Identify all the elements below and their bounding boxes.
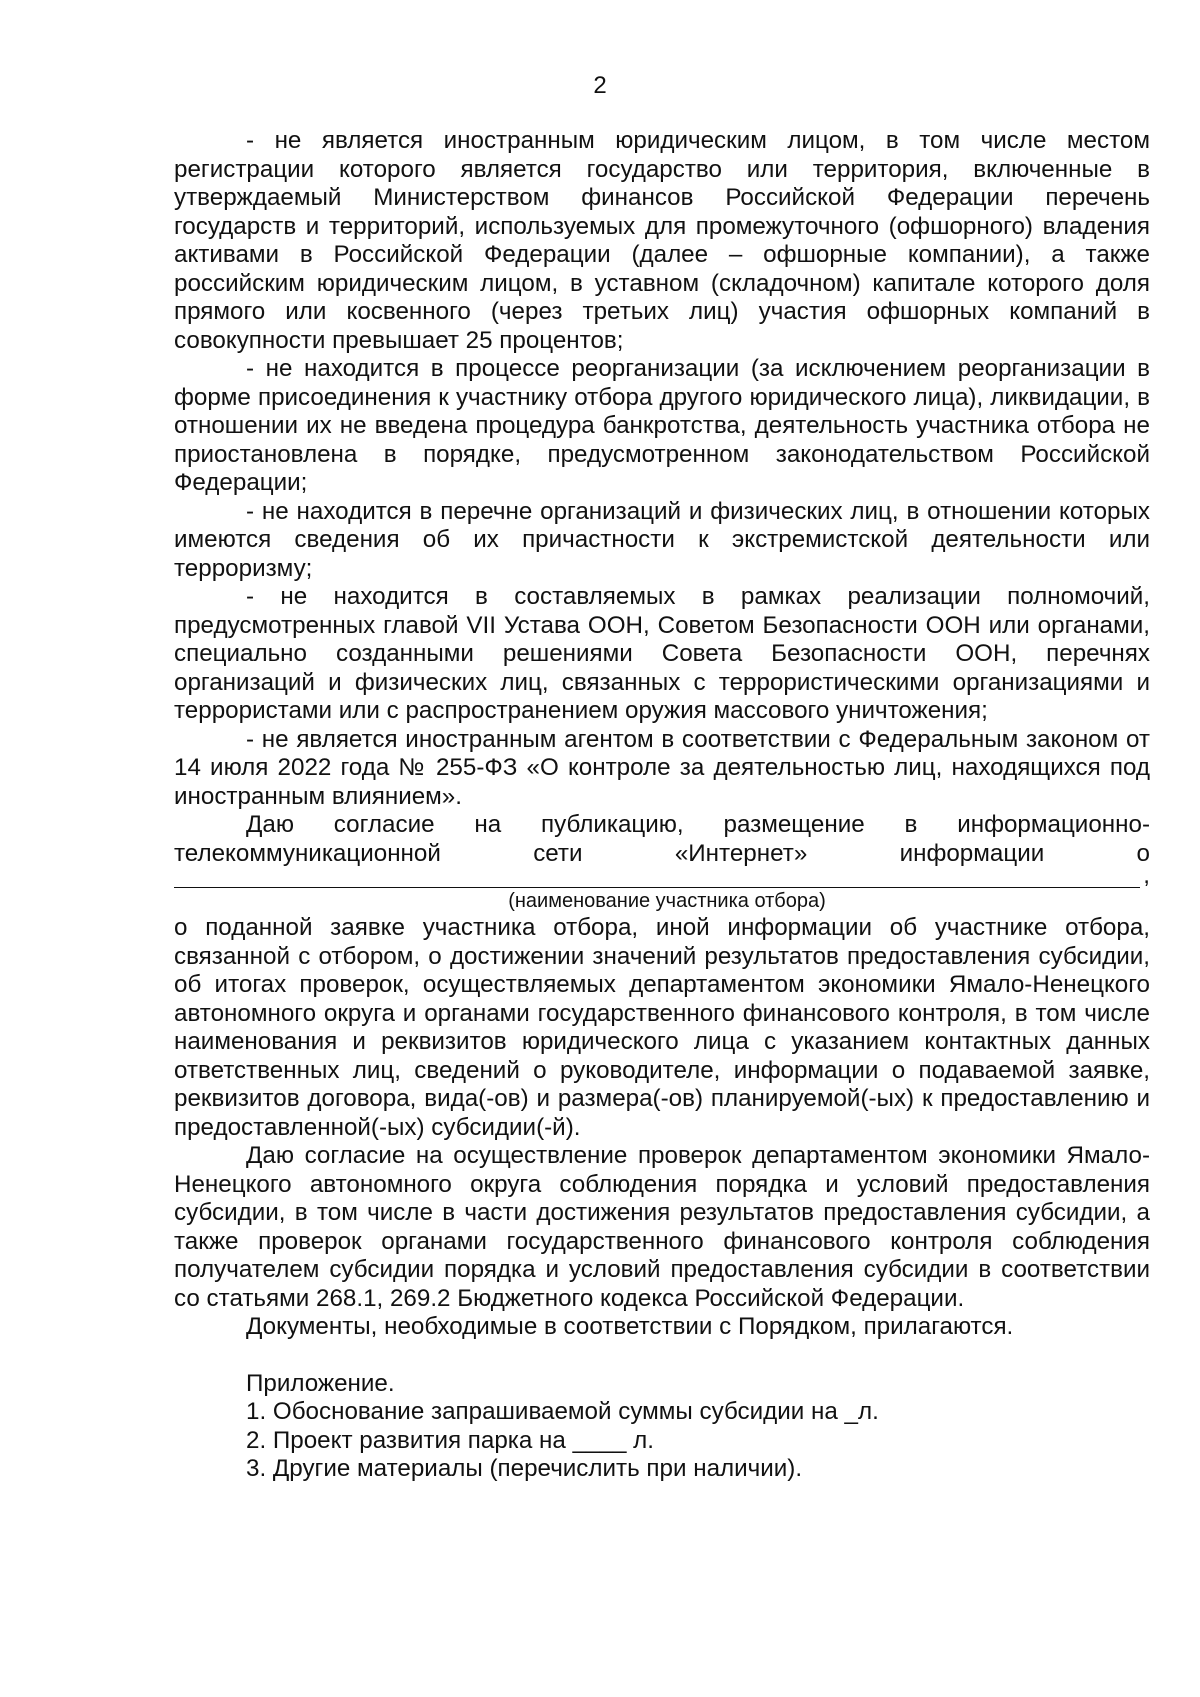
appendix-item: 1. Обоснование запрашиваемой суммы субсидии на _л. [246,1398,879,1425]
paragraph-un-lists: - не находится в составляемых в рамках реализации полномочий, предусмотренных главой VII Устава ООН, Советом Безопасности ООН или органами, специально созданными решениями Совета Безопасности ООН, перечнях организаций и физических лиц, связанных с террористическими организациями и террористами или с распространением оружия массового уничтожения; [174,583,1150,724]
participant-name-line [174,862,1150,889]
participant-name-caption: (наименование участника отбора) [508,890,826,912]
appendix-item: 3. Другие материалы (перечислить при наличии). [246,1455,803,1482]
paragraph-offshore: - не является иностранным юридическим лицом, в том числе местом регистрации которого является государство или территория, включенные в утверждаемый Министерством финансов Российской Федерации перечень государств и территорий, используемых для промежуточного (офшорного) владения активами в Российской Федерации (далее – офшорные компании), а также российским юридическим лицом, в уставном (складочном) капитале которого доля прямого или косвенного (через третьих лиц) участия офшорных компаний в совокупности превышает 25 процентов; [174,127,1150,354]
appendix-title: Приложение. [246,1369,395,1397]
appendix-item: 2. Проект развития парка на ____ л. [246,1426,654,1454]
paragraph-reorganization: - не находится в процессе реорганизации (за исключением реорганизации в форме присоединения к участнику отбора другого юридического лица), ликвидации, в отношении их не введена процедура банкротства, деятельность участника отбора не приостановлена в порядке, предусмотренном законодательством Российской Федерации; [174,355,1150,496]
paragraph-foreign-agent: - не является иностранным агентом в соответствии с Федеральным законом от 14 июля 2022 года № 255-ФЗ «О контроле за деятельностью лиц, находящихся под иностранным влиянием». [174,725,1150,810]
paragraph-documents-attached: Документы, необходимые в соответствии с Порядком, прилагаются. [246,1313,1014,1340]
paragraph-consent-publication-intro: Даю согласие на публикацию, размещение в информационно-телекоммуникационной сети «Интернет» информации о [174,811,1150,867]
document-body [174,127,1150,1484]
sign-line-comma: , [1143,862,1150,889]
paragraph-consent-publication-body: о поданной заявке участника отбора, иной информации об участнике отбора, связанной с отбором, о достижении значений результатов предоставления субсидии, об итогах проверок, осуществляемых департаментом экономики Ямало-Ненецкого автономного округа и органами государственного финансового контроля, в том числе наименования и реквизитов юридического лица с указанием контактных данных ответственных лиц, сведений о руководителе, информации о подаваемой заявке, реквизитов договора, вида(-ов) и размера(-ов) планируемой(-ых) к предоставлению и предоставленной(-ых) субсидии(-й). [174,914,1150,1141]
appendix-list [174,1370,1150,1484]
paragraph-consent-audit: Даю согласие на осуществление проверок департаментом экономики Ямало-Ненецкого автономного округа соблюдения порядка и условий предоставления субсидии, в том числе в части достижения результатов предоставления субсидии, а также проверок органами государственного финансового контроля соблюдения получателем субсидии порядка и условий предоставления субсидии в соответствии со статьями 268.1, 269.2 Бюджетного кодекса Российской Федерации. [174,1142,1150,1312]
paragraph-extremism: - не находится в перечне организаций и физических лиц, в отношении которых имеются сведения об их причастности к экстремистской деятельности или терроризму; [174,497,1150,582]
page-number: 2 [593,72,607,99]
spacer [174,1342,1150,1370]
